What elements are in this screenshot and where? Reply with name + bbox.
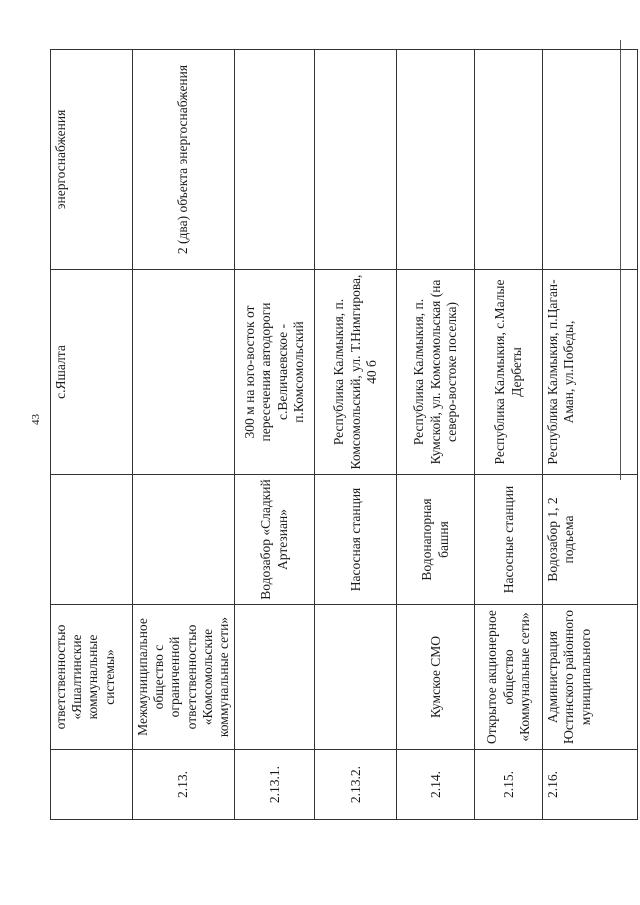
row-number <box>51 750 133 820</box>
object-cell: Водозабор «Сладкий Артезиан» <box>235 475 315 605</box>
address-cell: Республика Калмыкия, п. Комсомольский, ул. Т.Нимгирова, 40 б <box>315 270 397 475</box>
address-cell: с.Яшалта <box>51 270 133 475</box>
row-number: 2.13.2. <box>315 750 397 820</box>
purpose-cell <box>397 50 475 270</box>
row-number: 2.14. <box>397 750 475 820</box>
organization-cell: Администрация Юстинского районного муниципального <box>543 605 638 750</box>
organization-cell <box>235 605 315 750</box>
purpose-cell: 2 (два) объекта энергоснабжения <box>133 50 235 270</box>
table-row <box>235 50 315 820</box>
address-cell <box>133 270 235 475</box>
object-cell: Насосные станции <box>475 475 543 605</box>
organization-cell: Открытое акционерное общество «Коммунальные сети» <box>475 605 543 750</box>
table-row <box>543 50 638 820</box>
purpose-cell <box>543 50 638 270</box>
table-row <box>397 50 475 820</box>
organization-cell: Межмуниципальное общество с ограниченной ответственностью «Комсомольские коммунальные сети» <box>133 605 235 750</box>
object-cell: Насосная станция <box>315 475 397 605</box>
organization-cell: Кумское СМО <box>397 605 475 750</box>
row-number: 2.13.1. <box>235 750 315 820</box>
table-row <box>475 50 543 820</box>
object-cell <box>133 475 235 605</box>
object-cell <box>51 475 133 605</box>
rotated-table-sheet <box>50 50 620 820</box>
object-cell: Водозабор 1, 2 подъема <box>543 475 638 605</box>
table-row <box>315 50 397 820</box>
purpose-cell <box>475 50 543 270</box>
row-number: 2.13. <box>133 750 235 820</box>
row-number: 2.15. <box>475 750 543 820</box>
address-cell: Республика Калмыкия, п.Цаган-Аман, ул.Победы, <box>543 270 638 475</box>
table-row <box>51 50 133 820</box>
purpose-cell: энергоснабжения <box>51 50 133 270</box>
address-cell: Республика Калмыкия, с.Малые Дербеты <box>475 270 543 475</box>
objects-table <box>50 49 638 820</box>
table-row <box>133 50 235 820</box>
organization-cell <box>315 605 397 750</box>
object-cell: Водонапорная башня <box>397 475 475 605</box>
purpose-cell <box>235 50 315 270</box>
page-number: 43 <box>30 414 42 426</box>
organization-cell: ответственностью «Яшалтинские коммунальные системы» <box>51 605 133 750</box>
address-cell: Республика Калмыкия, п. Кумской, ул. Комсомольская (на северо-востоке поселка) <box>397 270 475 475</box>
purpose-cell <box>315 50 397 270</box>
address-cell: 300 м на юго-восток от пересечения автодороги с.Величаевское - п.Комсомольский <box>235 270 315 475</box>
row-number: 2.16. <box>543 750 638 820</box>
